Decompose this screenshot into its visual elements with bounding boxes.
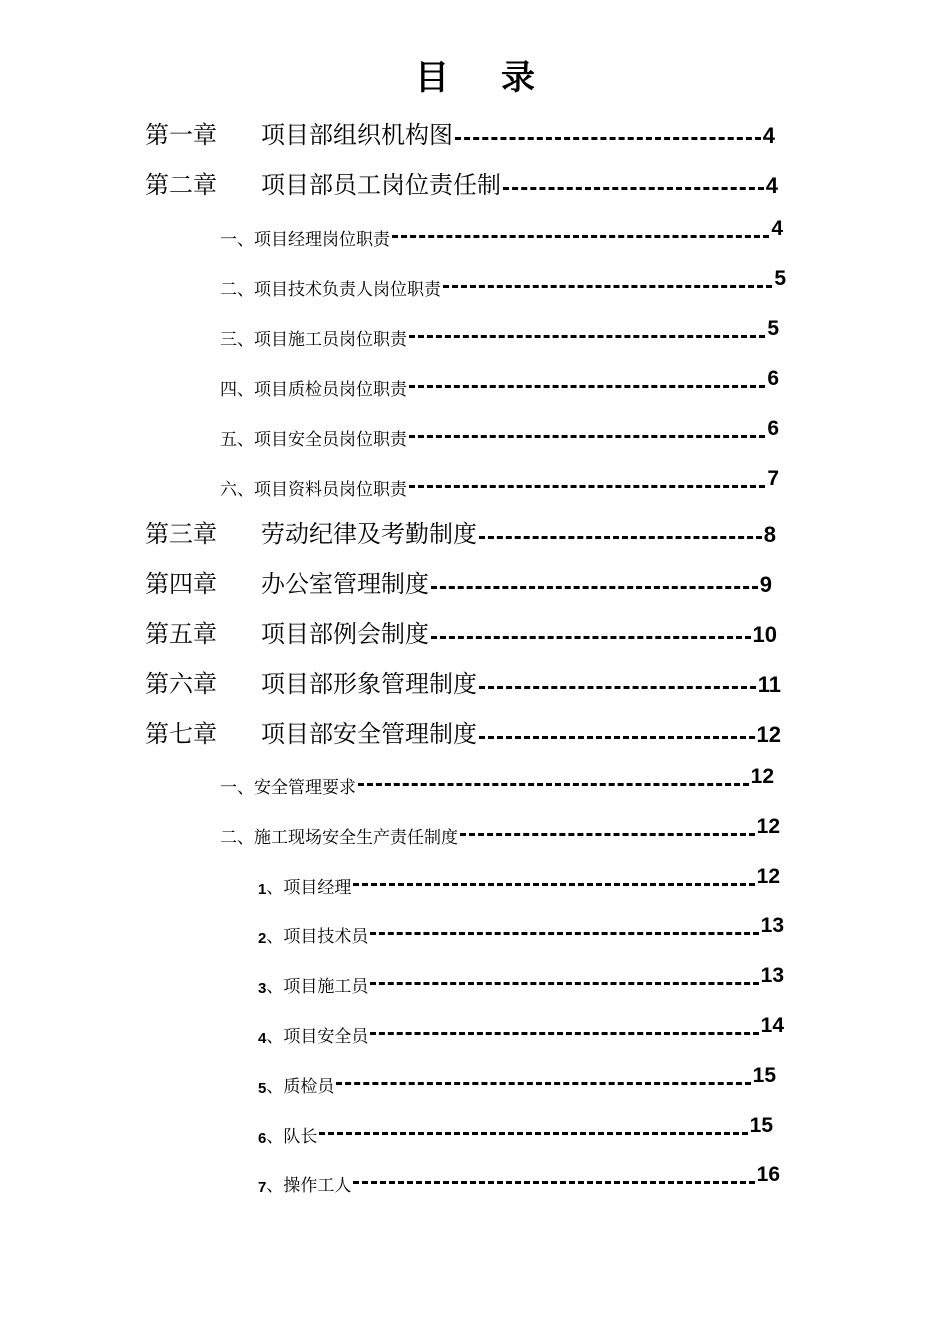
page-number: 12: [756, 815, 780, 838]
dot-leader: [503, 187, 764, 190]
item-number: 1: [258, 881, 267, 898]
dot-leader: [431, 586, 758, 589]
dot-leader: [353, 883, 754, 886]
dot-leader: [370, 1032, 758, 1035]
toc-entry-section[interactable]: [220, 367, 779, 400]
page-number: 14: [760, 1014, 784, 1037]
entry-text: 四、项目质检员岗位职责: [220, 380, 407, 400]
entry-text: 六、项目资料员岗位职责: [220, 480, 407, 500]
page-number: 10: [752, 622, 777, 647]
toc-entry-section[interactable]: [220, 217, 783, 250]
page-number: 15: [749, 1114, 773, 1137]
page-number: 7: [767, 467, 779, 490]
dot-leader: [353, 1181, 754, 1184]
entry-text: 项目部员工岗位责任制: [261, 171, 501, 199]
toc-entry-section[interactable]: [220, 467, 779, 500]
entry-text: 、项目经理: [266, 878, 352, 898]
dot-leader: [479, 686, 756, 689]
dot-leader: [336, 1082, 750, 1085]
page-number: 9: [759, 572, 772, 597]
entry-text: 三、项目施工员岗位职责: [220, 330, 407, 350]
toc-title-left: 目: [415, 58, 449, 98]
entry-text: 项目部例会制度: [261, 620, 429, 648]
dot-leader: [455, 137, 761, 140]
toc-title: [0, 50, 950, 99]
dot-leader: [409, 435, 765, 438]
page-number: 4: [771, 217, 783, 240]
dot-leader: [409, 335, 765, 338]
entry-text: 项目部形象管理制度: [261, 670, 477, 698]
toc-entry-item[interactable]: [258, 865, 780, 898]
dot-leader: [479, 536, 762, 539]
dot-leader: [358, 783, 749, 786]
dot-leader: [409, 385, 765, 388]
dot-leader: [409, 485, 765, 488]
page-number: 16: [756, 1163, 780, 1186]
dot-leader: [319, 1132, 747, 1135]
page-number: 13: [760, 914, 784, 937]
page-number: 6: [767, 417, 779, 440]
entry-text: 项目部安全管理制度: [261, 720, 477, 748]
entry-text: 二、施工现场安全生产责任制度: [220, 828, 458, 848]
item-number: 3: [258, 980, 267, 997]
entry-text: 一、项目经理岗位职责: [220, 230, 390, 250]
dot-leader: [443, 285, 772, 288]
toc-entry-item[interactable]: [258, 1014, 784, 1047]
page-number: 5: [774, 267, 786, 290]
toc-entry-section[interactable]: [220, 267, 786, 300]
toc-entry-section[interactable]: [220, 417, 779, 450]
page-number: 12: [756, 722, 781, 747]
item-number: 2: [258, 930, 267, 947]
entry-text: 、项目安全员: [266, 1027, 369, 1047]
chapter-number: 第六章: [145, 670, 217, 698]
chapter-number: 第四章: [145, 570, 217, 598]
dot-leader: [460, 833, 755, 836]
toc-entry-item[interactable]: [258, 1163, 780, 1196]
dot-leader: [479, 736, 755, 739]
toc-entry-chapter[interactable]: [145, 615, 777, 649]
page-number: 12: [756, 865, 780, 888]
entry-text: 、项目技术员: [266, 927, 369, 947]
entry-text: 、项目施工员: [266, 977, 369, 997]
toc-entry-chapter[interactable]: [145, 166, 778, 200]
entry-text: 二、项目技术负责人岗位职责: [220, 280, 441, 300]
entry-text: 五、项目安全员岗位职责: [220, 430, 407, 450]
item-number: 5: [258, 1080, 267, 1097]
toc-entry-item[interactable]: [258, 914, 784, 947]
page-number: 12: [750, 765, 774, 788]
toc-entry-chapter[interactable]: [145, 515, 776, 549]
dot-leader: [370, 982, 758, 985]
chapter-number: 第五章: [145, 620, 217, 648]
toc-entry-chapter[interactable]: [145, 116, 775, 150]
toc-entry-chapter[interactable]: [145, 565, 772, 599]
entry-text: 、队长: [266, 1127, 318, 1147]
chapter-number: 第一章: [145, 121, 217, 149]
item-number: 6: [258, 1130, 267, 1147]
toc-entry-item[interactable]: [258, 1064, 776, 1097]
entry-text: 办公室管理制度: [261, 570, 429, 598]
page-number: 5: [767, 317, 779, 340]
toc-entry-chapter[interactable]: [145, 665, 781, 699]
page-number: 13: [760, 964, 784, 987]
page-number: 11: [757, 672, 781, 697]
entry-text: 、操作工人: [266, 1176, 352, 1196]
toc-entry-section[interactable]: [220, 815, 780, 848]
toc-entry-item[interactable]: [258, 1114, 773, 1147]
item-number: 4: [258, 1030, 267, 1047]
page-number: 15: [752, 1064, 776, 1087]
entry-text: 项目部组织机构图: [261, 121, 453, 149]
chapter-number: 第二章: [145, 171, 217, 199]
item-number: 7: [258, 1179, 267, 1196]
entry-text: 劳动纪律及考勤制度: [261, 520, 477, 548]
dot-leader: [431, 636, 751, 639]
page-number: 8: [763, 522, 776, 547]
toc-title-right: 录: [501, 58, 535, 98]
dot-leader: [392, 235, 769, 238]
toc-entry-chapter[interactable]: [145, 715, 781, 749]
chapter-number: 第七章: [145, 720, 217, 748]
toc-entry-section[interactable]: [220, 765, 774, 798]
entry-text: 一、安全管理要求: [220, 778, 356, 798]
page-number: 4: [765, 173, 778, 198]
page-number: 6: [767, 367, 779, 390]
toc-entry-item[interactable]: [258, 964, 784, 997]
chapter-number: 第三章: [145, 520, 217, 548]
toc-entry-section[interactable]: [220, 317, 779, 350]
dot-leader: [370, 932, 758, 935]
page-number: 4: [762, 123, 775, 148]
entry-text: 、质检员: [266, 1077, 335, 1097]
